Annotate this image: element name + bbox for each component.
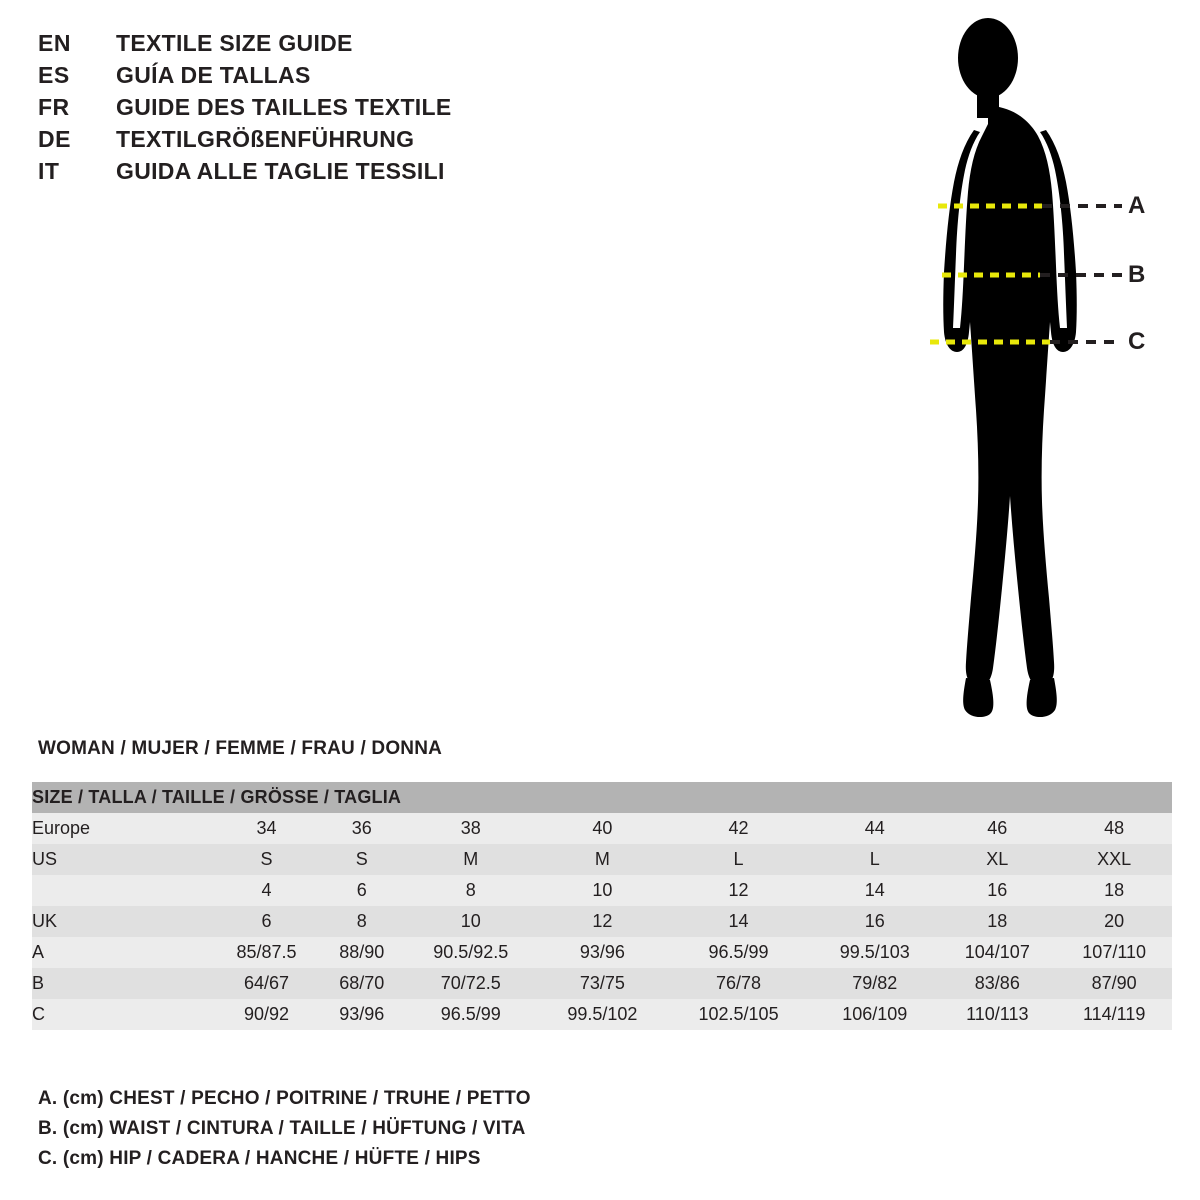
table-cell: L [811, 844, 938, 875]
language-title: GUIDA ALLE TAGLIE TESSILI [116, 158, 445, 184]
table-row [32, 999, 1172, 1030]
table-row [32, 844, 1172, 875]
table-cell: 36 [321, 813, 403, 844]
table-row [32, 813, 1172, 844]
table-row [32, 875, 1172, 906]
table-cell: S [212, 844, 321, 875]
female-silhouette-icon [860, 10, 1190, 740]
table-cell: M [539, 844, 666, 875]
table-cell: 14 [666, 906, 811, 937]
language-row [38, 94, 558, 126]
footnote-waist: B. (cm) WAIST / CINTURA / TAILLE / HÜFTUNG / VITA [38, 1118, 526, 1139]
language-row [38, 62, 558, 94]
table-cell: 48 [1056, 813, 1172, 844]
table-cell: 6 [212, 906, 321, 937]
table-cell: 18 [1056, 875, 1172, 906]
footnote-chest: A. (cm) CHEST / PECHO / POITRINE / TRUHE / PETTO [38, 1088, 531, 1109]
row-label: B [32, 968, 212, 999]
female-body-figure [860, 10, 1190, 740]
row-label: Europe [32, 813, 212, 844]
table-cell: 4 [212, 875, 321, 906]
language-title-list [38, 30, 558, 190]
row-label [32, 875, 212, 906]
table-cell: 87/90 [1056, 968, 1172, 999]
table-cell: 96.5/99 [666, 937, 811, 968]
table-cell: XL [938, 844, 1056, 875]
table-cell: S [321, 844, 403, 875]
table-cell: 12 [539, 906, 666, 937]
table-cell: 12 [666, 875, 811, 906]
table-cell: 14 [811, 875, 938, 906]
table-row [32, 937, 1172, 968]
row-label: A [32, 937, 212, 968]
table-cell: 40 [539, 813, 666, 844]
language-title: TEXTILE SIZE GUIDE [116, 30, 353, 56]
table-cell: 93/96 [539, 937, 666, 968]
language-title: TEXTILGRÖßENFÜHRUNG [116, 126, 415, 152]
measure-label-b: B [1128, 261, 1146, 288]
language-title: GUÍA DE TALLAS [116, 62, 311, 88]
table-cell: 83/86 [938, 968, 1056, 999]
table-cell: 104/107 [938, 937, 1056, 968]
table-cell: 114/119 [1056, 999, 1172, 1030]
footnote-hip: C. (cm) HIP / CADERA / HANCHE / HÜFTE / HIPS [38, 1148, 481, 1169]
table-cell: 99.5/102 [539, 999, 666, 1030]
table-cell: 106/109 [811, 999, 938, 1030]
table-cell: 76/78 [666, 968, 811, 999]
table-cell: 6 [321, 875, 403, 906]
table-cell: 70/72.5 [403, 968, 539, 999]
row-label: UK [32, 906, 212, 937]
row-label: US [32, 844, 212, 875]
language-code: IT [38, 158, 60, 184]
table-cell: 18 [938, 906, 1056, 937]
table-cell: 46 [938, 813, 1056, 844]
table-cell: 85/87.5 [212, 937, 321, 968]
language-code: EN [38, 30, 71, 56]
table-cell: L [666, 844, 811, 875]
language-row [38, 126, 558, 158]
language-row [38, 158, 558, 190]
table-cell: 90/92 [212, 999, 321, 1030]
language-code: DE [38, 126, 71, 152]
table-header-row [32, 782, 1172, 813]
table-cell: 34 [212, 813, 321, 844]
table-cell: 88/90 [321, 937, 403, 968]
table-cell: 64/67 [212, 968, 321, 999]
table-cell: 93/96 [321, 999, 403, 1030]
measure-label-c: C [1128, 328, 1146, 355]
language-code: FR [38, 94, 70, 120]
table-cell: XXL [1056, 844, 1172, 875]
table-cell: 102.5/105 [666, 999, 811, 1030]
table-cell: 110/113 [938, 999, 1056, 1030]
footnote-list [38, 1088, 938, 1178]
table-cell: 79/82 [811, 968, 938, 999]
table-cell: 20 [1056, 906, 1172, 937]
table-cell: 10 [539, 875, 666, 906]
language-row [38, 30, 558, 62]
table-cell: 73/75 [539, 968, 666, 999]
table-cell: 16 [938, 875, 1056, 906]
table-cell: M [403, 844, 539, 875]
table-row [32, 968, 1172, 999]
table-cell: 16 [811, 906, 938, 937]
table-cell: 8 [403, 875, 539, 906]
table-cell: 44 [811, 813, 938, 844]
table-cell: 96.5/99 [403, 999, 539, 1030]
table-cell: 10 [403, 906, 539, 937]
table-cell: 99.5/103 [811, 937, 938, 968]
table-cell: 90.5/92.5 [403, 937, 539, 968]
table-header-label: SIZE / TALLA / TAILLE / GRÖSSE / TAGLIA [32, 782, 1172, 813]
language-title: GUIDE DES TAILLES TEXTILE [116, 94, 452, 120]
table-cell: 68/70 [321, 968, 403, 999]
row-label: C [32, 999, 212, 1030]
table-cell: 107/110 [1056, 937, 1172, 968]
measure-label-a: A [1128, 192, 1146, 219]
table-cell: 8 [321, 906, 403, 937]
table-cell: 38 [403, 813, 539, 844]
table-row [32, 906, 1172, 937]
size-table [32, 782, 1172, 1030]
section-caption: WOMAN / MUJER / FEMME / FRAU / DONNA [38, 738, 443, 759]
language-code: ES [38, 62, 70, 88]
table-cell: 42 [666, 813, 811, 844]
